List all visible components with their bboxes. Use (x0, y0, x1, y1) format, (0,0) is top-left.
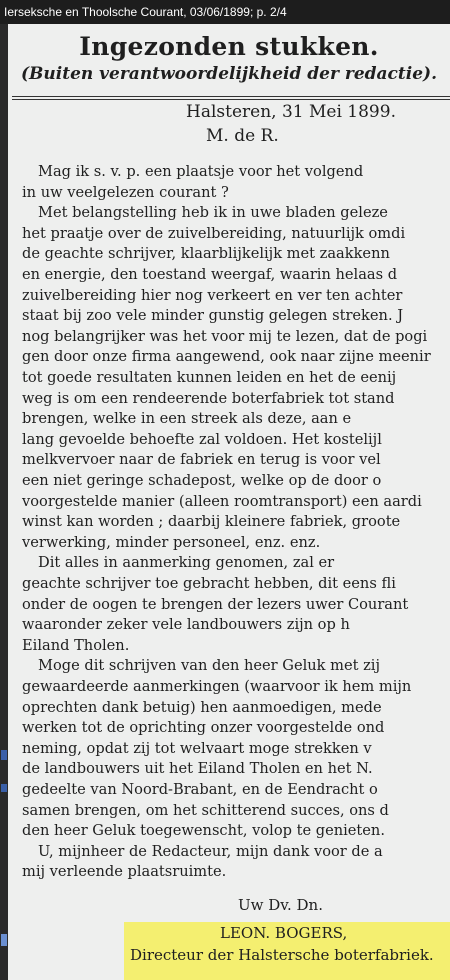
left-sidebar-strip (0, 24, 8, 980)
sidebar-marker[interactable] (1, 784, 7, 792)
article-line: winst kan worden ; daarbij kleinere fabriek, groote (22, 513, 401, 531)
article-line: oprechten dank betuig) hen aanmoedigen, mede (22, 698, 382, 716)
article-line: zuivelbereiding hier nog verkeert en ver ten achter (22, 286, 403, 304)
signature-name: LEON. BOGERS, (220, 924, 348, 942)
article-line: de geachte schrijver, klaarblijkelijk met zaakkenn (22, 245, 390, 263)
closing-formula: Uw Dv. Dn. (238, 896, 323, 914)
article-line: waaronder zeker vele landbouwers zijn op h (22, 616, 350, 634)
article-line: samen brengen, om het schitterend succes, ons d (22, 801, 389, 819)
article-line: een niet geringe schadepost, welke op de door o (22, 472, 382, 489)
article-line: weg is om een rendeerende boterfabriek tot stand (22, 389, 395, 407)
article-line: in uw veelgelezen courant ? (22, 183, 229, 201)
article-line: gen door onze firma aangewend, ook naar zijne meenir (22, 348, 431, 366)
article-line: nog belangrijker was het voor mij te lezen, dat de pogi (22, 327, 428, 345)
article-line: tot goede resultaten kunnen leiden en het de eenij (22, 369, 397, 386)
article-line: melkvervoer naar de fabriek en terug is voor vel (22, 451, 381, 469)
signature-title: Directeur der Halstersche boterfabriek. (130, 946, 434, 964)
dateline: Halsteren, 31 Mei 1899. (186, 102, 396, 122)
article-line: voorgestelde manier (alleen roomtransport) een aardi (22, 492, 422, 510)
divider-rule (12, 99, 450, 100)
article-line: brengen, welke in een streek als deze, aan e (22, 410, 352, 428)
article-line: Met belangstelling heb ik in uwe bladen geleze (38, 204, 388, 222)
newspaper-clipping (8, 24, 450, 980)
window-title: Ierseksche en Thoolsche Courant, 03/06/1899; p. 2/4 (4, 5, 287, 19)
article-line: lang gevoelde behoefte zal voldoen. Het kostelijl (22, 430, 382, 448)
article-line: geachte schrijver toe gebracht hebben, dit eens fli (22, 575, 396, 592)
article-line: werken tot de oprichting onzer voorgestelde ond (22, 719, 385, 737)
article-line: mij verleende plaatsruimte. (22, 863, 227, 881)
sidebar-marker[interactable] (1, 750, 7, 760)
article-line: staat bij zoo vele minder gunstig gelegen streken. J (22, 307, 404, 325)
divider-rule (12, 96, 450, 97)
article-line: den heer Geluk toegewenscht, volop te genieten. (22, 822, 385, 840)
article-subheading: (Buiten verantwoordelijkheid der redactie). (20, 64, 437, 84)
salutation: M. de R. (206, 126, 279, 146)
article-line: het praatje over de zuivelbereiding, natuurlijk omdi (22, 224, 406, 242)
sidebar-marker[interactable] (1, 934, 7, 946)
article-line: gewaardeerde aanmerkingen (waarvoor ik hem mijn (22, 678, 412, 695)
article-line: Mag ik s. v. p. een plaatsje voor het volgend (38, 163, 364, 180)
article-heading: Ingezonden stukken. (79, 32, 379, 61)
article-line: onder de oogen te brengen der lezers uwer Courant (22, 595, 409, 613)
article-line: gedeelte van Noord-Brabant, en de Eendracht o (22, 781, 378, 798)
article-line: U, mijnheer de Redacteur, mijn dank voor de a (38, 842, 383, 860)
article-line: Eiland Tholen. (22, 636, 130, 654)
article-line: Dit alles in aanmerking genomen, zal er (38, 554, 335, 572)
article-line: de landbouwers uit het Eiland Tholen en het N. (22, 760, 373, 778)
article-line: en energie, den toestand weergaf, waarin helaas d (22, 266, 398, 283)
article-line: Moge dit schrijven van den heer Geluk met zij (38, 657, 380, 675)
article-line: neming, opdat zij tot welvaart moge strekken v (22, 739, 372, 757)
article-line: verwerking, minder personeel, enz. enz. (22, 533, 321, 551)
window-title-bar (0, 0, 450, 24)
